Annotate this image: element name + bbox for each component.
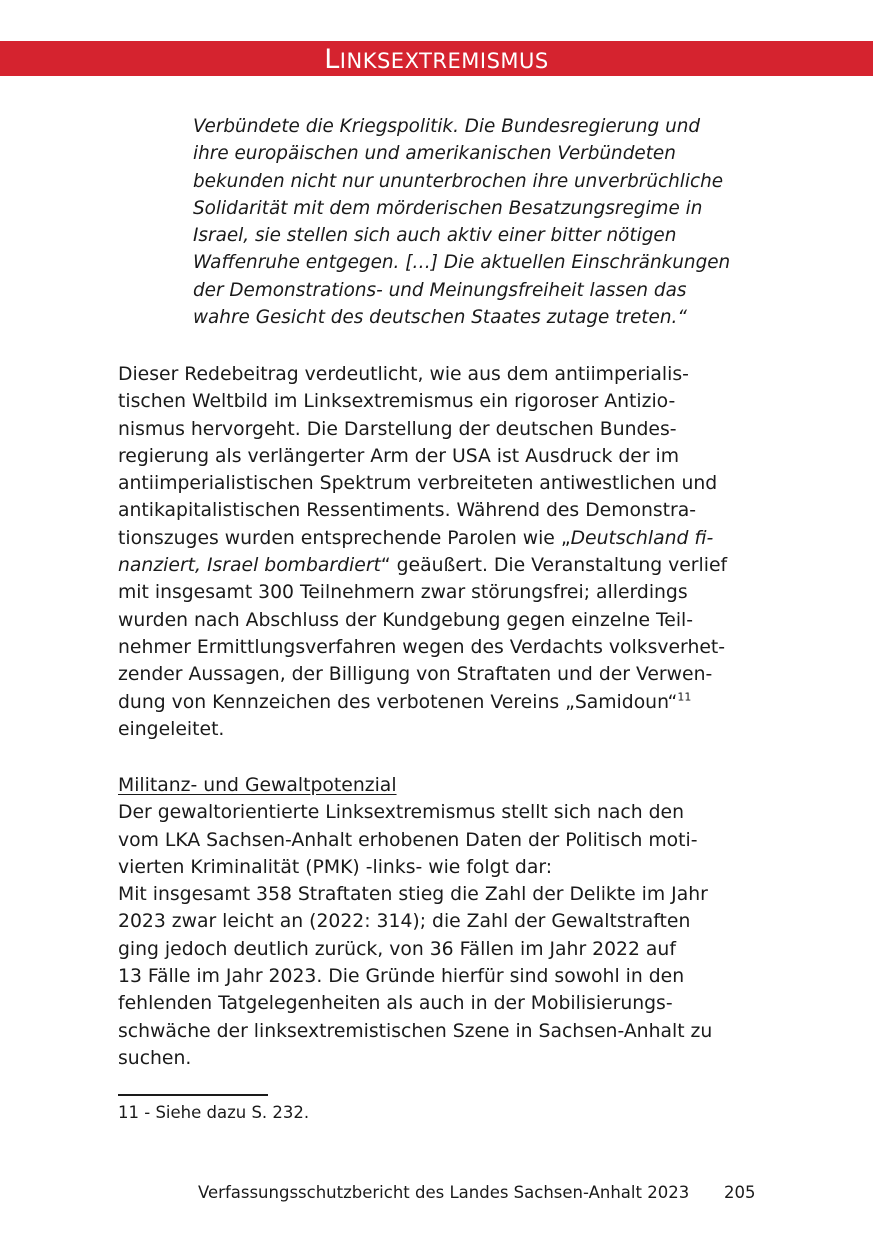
paragraph-line: Dieser Redebeitrag verdeutlicht, wie aus dem antiimperialis- [118, 364, 689, 385]
paragraph-line: suchen. [118, 1047, 192, 1069]
paragraph-analysis [118, 361, 778, 743]
paragraph-line: 2023 zwar leicht an (2022: 314); die Zahl der Gewaltstraften [118, 911, 691, 933]
footnote-divider [118, 1094, 268, 1096]
section-header-banner [0, 41, 873, 76]
paragraph-line: fehlenden Tatgelegenheiten als auch in der Mobilisierungs- [118, 993, 673, 1015]
paragraph-line: vom LKA Sachsen-Anhalt erhobenen Daten der Politisch moti- [118, 829, 698, 851]
paragraph-line: eingeleitet. [118, 718, 225, 740]
section-heading: Militanz- und Gewaltpotenzial [118, 775, 397, 796]
paragraph-line: zender Aussagen, der Billigung von Straftaten und der Verwen- [118, 664, 713, 686]
paragraph-line: antikapitalistischen Ressentiments. Während des Demonstra- [118, 500, 697, 522]
footer-title: Verfassungsschutzbericht des Landes Sachsen-Anhalt 2023 [198, 1183, 690, 1202]
paragraph-line: schwäche der linksextremistischen Szene in Sachsen-Anhalt zu [118, 1020, 713, 1042]
paragraph-line: tischen Weltbild im Linksextremismus ein rigoroser Antizio- [118, 391, 676, 413]
quote-line: Verbündete die Kriegspolitik. Die Bundesregierung und [193, 116, 701, 137]
paragraph-text: tionszuges wurden entsprechende Parolen wie „ [118, 527, 571, 549]
section-militancy [118, 772, 778, 1072]
paragraph-line: ging jedoch deutlich zurück, von 36 Fällen im Jahr 2022 auf [118, 938, 676, 960]
slogan-text: Deutschland fi- [570, 527, 714, 549]
footnote: 11 - Siehe dazu S. 232. [118, 1103, 310, 1122]
paragraph-line [118, 552, 778, 579]
footnote-reference[interactable]: 11 [677, 690, 692, 704]
quote-line: ihre europäischen und amerikanischen Verbündeten [193, 143, 676, 165]
quote-line: der Demonstrations- und Meinungsfreiheit lassen das [193, 279, 687, 301]
section-title-initial: L [324, 44, 340, 75]
paragraph-text: “ geäußert. Die Veranstaltung verlief [380, 555, 728, 577]
paragraph-text: dung von Kennzeichen des verbotenen Vereins „Samidoun“ [118, 691, 678, 713]
paragraph-line: vierten Kriminalität (PMK) -links- wie folgt dar: [118, 856, 553, 878]
page-number: 205 [724, 1183, 756, 1202]
paragraph-line: wurden nach Abschluss der Kundgebung gegen einzelne Teil- [118, 609, 694, 631]
paragraph-line: nismus hervorgeht. Die Darstellung der deutschen Bundes- [118, 418, 677, 440]
paragraph-line: Mit insgesamt 358 Straftaten stieg die Zahl der Delikte im Jahr [118, 884, 708, 906]
paragraph-line [118, 525, 778, 552]
paragraph-line: antiimperialistischen Spektrum verbreiteten antiwestlichen und [118, 473, 718, 495]
block-quote [193, 113, 783, 331]
paragraph-line: nehmer Ermittlungsverfahren wegen des Verdachts volksverhet- [118, 636, 726, 658]
section-title-rest: INKSEXTREMISMUS [339, 49, 549, 73]
quote-line: Israel, sie stellen sich auch aktiv einer bitter nötigen [193, 225, 677, 247]
paragraph-line: 13 Fälle im Jahr 2023. Die Gründe hierfür sind sowohl in den [118, 966, 685, 988]
quote-line: Solidarität mit dem mörderischen Besatzungsregime in [193, 197, 703, 219]
quote-line: wahre Gesicht des deutschen Staates zutage treten.“ [193, 307, 687, 329]
quote-line: Waffenruhe entgegen. […] Die aktuellen Einschränkungen [193, 252, 731, 274]
paragraph-line: regierung als verlängerter Arm der USA ist Ausdruck der im [118, 445, 680, 467]
paragraph-line [118, 689, 778, 716]
quote-line: bekunden nicht nur ununterbrochen ihre unverbrüchliche [193, 170, 724, 192]
paragraph-line: mit insgesamt 300 Teilnehmern zwar störungsfrei; allerdings [118, 582, 688, 604]
paragraph-line: Der gewaltorientierte Linksextremismus stellt sich nach den [118, 802, 685, 824]
slogan-text: nanziert, Israel bombardiert [118, 555, 381, 577]
